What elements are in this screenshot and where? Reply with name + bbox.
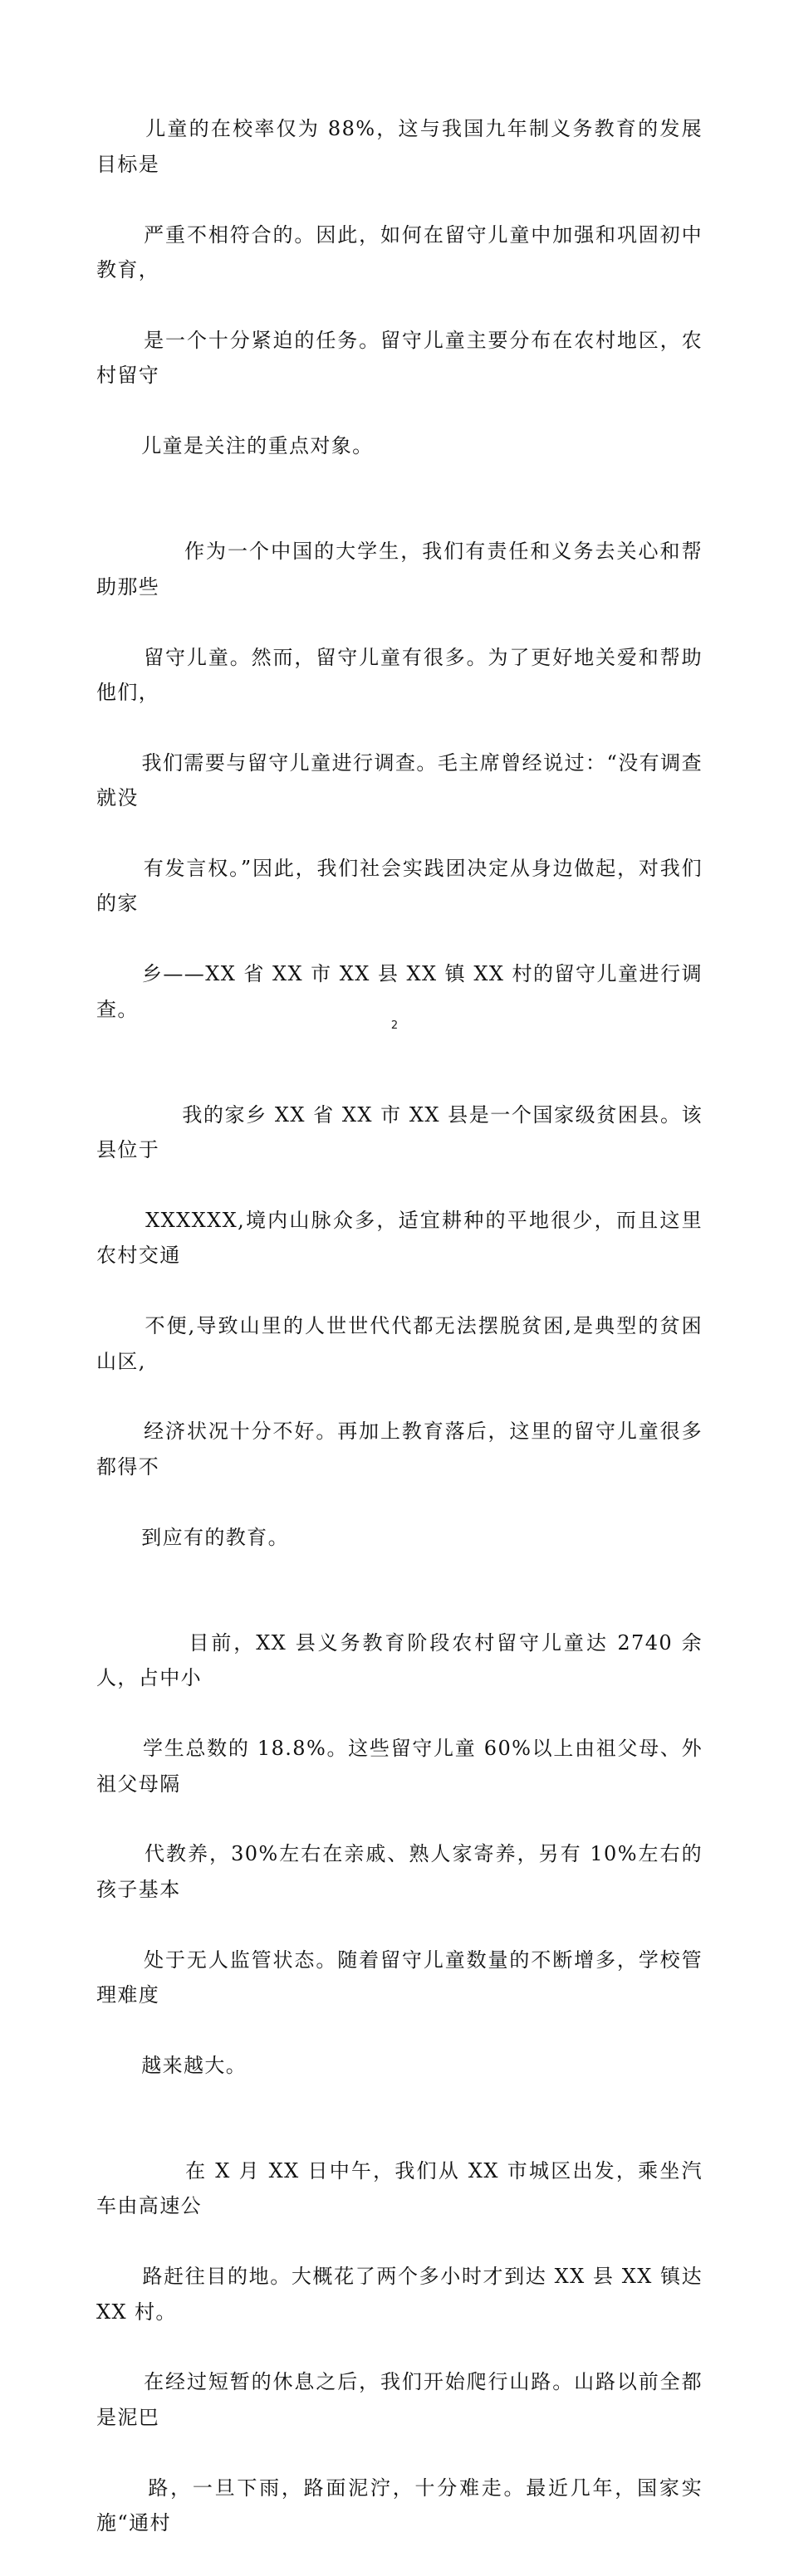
paragraph-line: 到应有的教育。 xyxy=(141,1525,289,1549)
paragraph-line: 学生总数的 18.8%。这些留守儿童 60%以上由祖父母、外祖父母隔 xyxy=(96,1737,703,1796)
paragraph-line: 儿童的在校率仅为 88%，这与我国九年制义务教育的发展目标是 xyxy=(96,117,703,176)
paragraph-4 xyxy=(96,1590,703,2118)
paragraph-line: 代教养，30%左右在亲戚、熟人家寄养，另有 10%左右的孩子基本 xyxy=(96,1842,703,1901)
page-number: 2 xyxy=(390,1019,399,1032)
paragraph-1 xyxy=(96,76,703,499)
paragraph-3 xyxy=(96,1062,703,1590)
paragraph-line: 路赶往目的地。大概花了两个多小时才到达 XX 县 XX 镇达 XX 村。 xyxy=(96,2265,711,2324)
paragraph-5 xyxy=(96,2119,711,2576)
paragraph-line: 处于无人监管状态。随着留守儿童数量的不断增多，学校管理难度 xyxy=(96,1948,703,2007)
paragraph-line: 不便,导致山里的人世世代代都无法摆脱贫困,是典型的贫困山区, xyxy=(96,1314,703,1373)
paragraph-line: 严重不相符合的。因此，如何在留守儿童中加强和巩固初中教育， xyxy=(96,222,703,282)
paragraph-2 xyxy=(96,499,703,1063)
paragraph-line: 路，一旦下雨，路面泥泞，十分难走。最近几年，国家实施“通村 xyxy=(96,2476,703,2535)
paragraph-line: 我的家乡 XX 省 XX 市 XX 县是一个国家级贫困县。该县位于 xyxy=(96,1102,703,1162)
body-text xyxy=(96,76,711,2576)
paragraph-line: 目前，XX 县义务教育阶段农村留守儿童达 2740 余人，占中小 xyxy=(96,1630,703,1690)
paragraph-line: 我们需要与留守儿童进行调查。毛主席曾经说过：“没有调查就没 xyxy=(96,750,703,810)
paragraph-line: 经济状况十分不好。再加上教育落后，这里的留守儿童很多都得不 xyxy=(96,1420,703,1479)
paragraph-line: 在 X 月 XX 日中午，我们从 XX 市城区出发，乘坐汽车由高速公 xyxy=(96,2158,703,2218)
paragraph-line: 在经过短暂的休息之后，我们开始爬行山路。山路以前全都是泥巴 xyxy=(96,2370,703,2429)
paragraph-line: 乡——XX 省 XX 市 XX 县 XX 镇 XX 村的留守儿童进行调查。 xyxy=(96,962,703,1021)
paragraph-line: 有发言权。”因此，我们社会实践团决定从身边做起，对我们的家 xyxy=(96,856,703,916)
paragraph-line: 是一个十分紧迫的任务。留守儿童主要分布在农村地区，农村留守 xyxy=(96,328,703,388)
paragraph-line: 越来越大。 xyxy=(141,2053,247,2077)
paragraph-line: 儿童是关注的重点对象。 xyxy=(141,434,374,458)
paragraph-line: 作为一个中国的大学生，我们有责任和义务去关心和帮助那些 xyxy=(96,540,703,599)
paragraph-line: 留守儿童。然而，留守儿童有很多。为了更好地关爱和帮助他们， xyxy=(96,645,703,704)
paragraph-line: XXXXXX,境内山脉众多，适宜耕种的平地很少，而且这里农村交通 xyxy=(96,1209,703,1268)
